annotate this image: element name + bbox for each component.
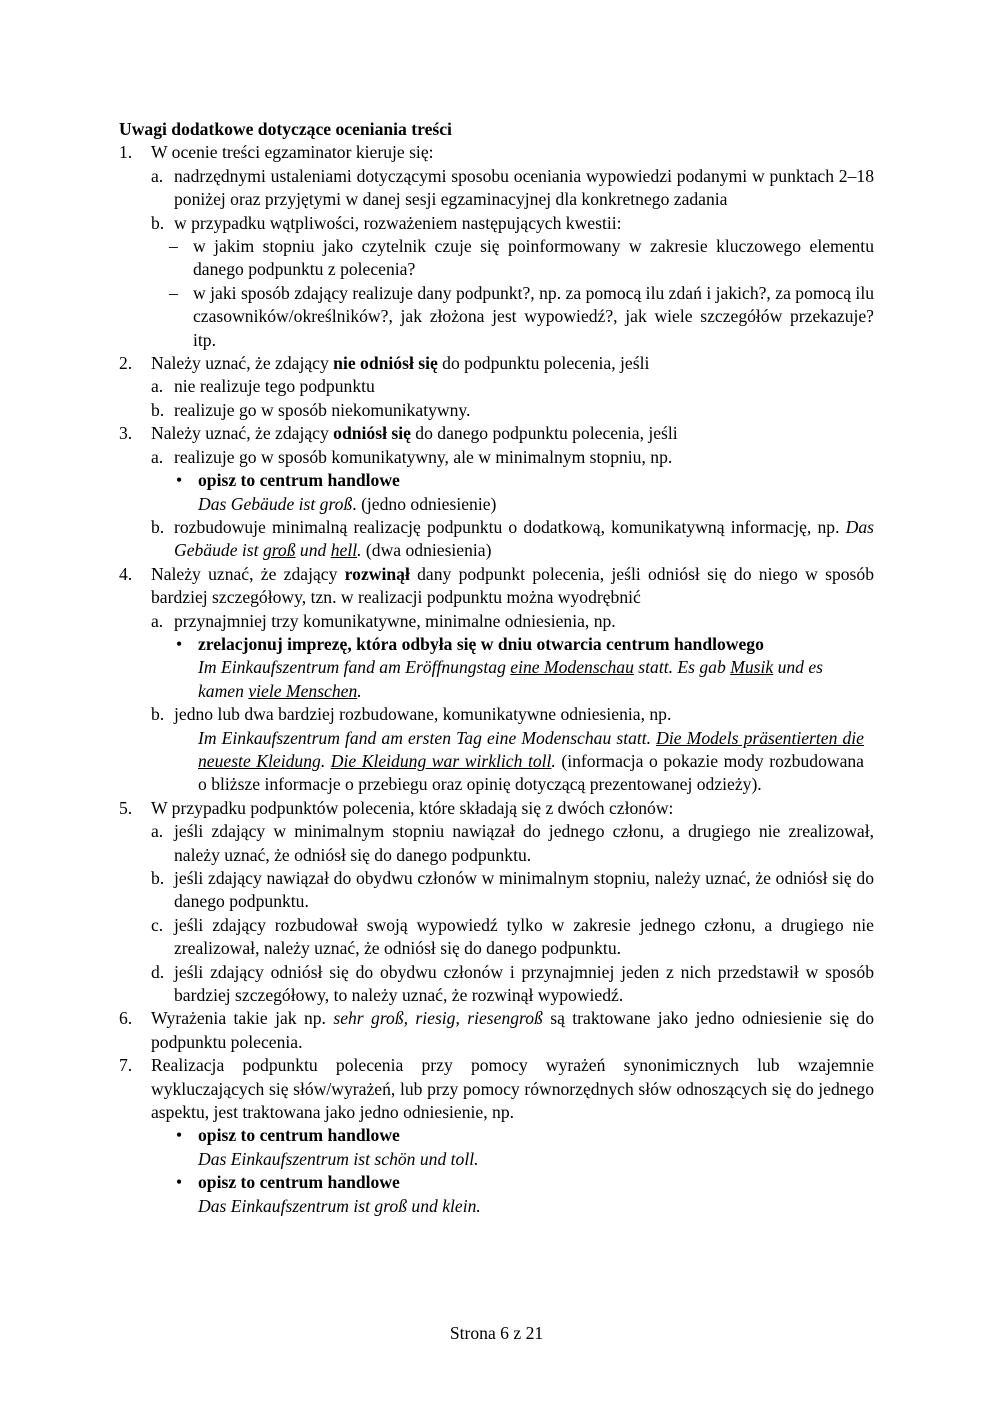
dash-item <box>165 282 874 352</box>
sub-item-1a <box>151 165 874 212</box>
item-text-pre: Należy uznać, że zdający <box>151 353 334 374</box>
example-text: Das Gebäude ist groß. (jedno odniesienie) <box>198 493 497 514</box>
sub-item-label: a. <box>151 376 164 397</box>
example-text: Im Einkaufszentrum fand am Eröffnungstag eine Modenschau statt. Es gab Musik und es kamen viele Menschen. <box>198 657 824 701</box>
sub-item-3b: b. rozbudowuje minimalną realizację podpunktu o dodatkową, komunikatywną informację, np. Das Gebäude ist groß und hell. (dwa odniesienia) <box>151 516 874 561</box>
sub-item-label: b. <box>151 399 165 420</box>
item-text: W ocenie treści egzaminator kieruje się: <box>151 142 434 163</box>
sub-item-5b <box>151 867 874 914</box>
dash-item <box>165 235 874 282</box>
list-item-3 <box>119 422 874 445</box>
bullet-item <box>174 469 874 492</box>
item-number: 2. <box>119 353 133 374</box>
sub-item-label: c. <box>151 914 164 935</box>
sub-item-text: realizuje go w sposób niekomunikatywny. <box>174 399 471 420</box>
item-text-post: do danego podpunktu polecenia, jeśli <box>410 423 678 444</box>
bullet-icon: • <box>176 633 183 654</box>
sub-item-label: d. <box>151 961 165 982</box>
item-number: 1. <box>119 142 133 163</box>
dash-icon: – <box>169 282 178 303</box>
bullet-task-text: zrelacjonuj imprezę, która odbyła się w dniu otwarcia centrum handlowego <box>198 633 764 654</box>
list-item-2 <box>119 352 874 375</box>
bullet-icon: • <box>176 1125 183 1146</box>
sub-item-text: przynajmniej trzy komunikatywne, minimalne odniesienia, np. <box>174 610 616 631</box>
sub-item-5d <box>151 961 874 1008</box>
sub-item-3a <box>151 446 874 469</box>
sub-item-text: jedno lub dwa bardziej rozbudowane, komunikatywne odniesienia, np. <box>174 704 672 725</box>
list-item-6: 6. Wyrażenia takie jak np. sehr groß, riesig, riesengroß są traktowane jako jedno odniesienie się do podpunktu polecenia. <box>119 1008 874 1052</box>
item-text: Realizacja podpunktu polecenia przy pomocy wyrażeń synonimicznych lub wzajemnie wykluczających się słów/wyrażeń, lub przy pomocy równorzędnych słów odnoszących się do jednego aspektu, jest traktowana jako jedno odniesienie, np. <box>151 1055 874 1123</box>
example-text: Das Einkaufszentrum ist schön und toll. <box>198 1148 479 1169</box>
sub-item-label: a. <box>151 446 164 467</box>
list-item-5 <box>119 797 874 820</box>
sub-item-text: realizuje go w sposób komunikatywny, ale w minimalnym stopniu, np. <box>174 446 673 467</box>
bullet-icon: • <box>176 470 183 491</box>
bullet-item <box>174 633 874 656</box>
item-number: 4. <box>119 563 133 584</box>
list-item-1 <box>119 141 874 164</box>
item-number: 7. <box>119 1055 133 1076</box>
example-text: Im Einkaufszentrum fand am ersten Tag eine Modenschau statt. Die Models präsentierten die neueste Kleidung. Die Kleidung war wirklich toll. (informacja o pokazie mody rozbudowana o bliższe informacje o przebiegu oraz opinię dotyczącą prezentowanej odzieży). <box>198 727 864 795</box>
sub-item-text: jeśli zdający rozbudował swoją wypowiedź tylko w zakresie jednego członu, a drugiego nie zrealizował, należy uznać, że odniósł się do danego podpunktu. <box>174 914 874 959</box>
item-number: 5. <box>119 797 133 818</box>
item-text-pre: Należy uznać, że zdający <box>151 423 334 444</box>
sub-item-text: nie realizuje tego podpunktu <box>174 376 375 397</box>
sub-item-5c <box>151 914 874 961</box>
item-text-bold: rozwinął <box>344 563 410 584</box>
sub-item-2b <box>151 399 874 422</box>
sub-item-text: w przypadku wątpliwości, rozważeniem następujących kwestii: <box>174 212 622 233</box>
list-item-4: 4. Należy uznać, że zdający rozwinął dany podpunkt polecenia, jeśli odniósł się do niego w sposób bardziej szczegółowy, tzn. w realizacji podpunktu można wyodrębnić <box>119 563 874 608</box>
dash-icon: – <box>169 236 178 257</box>
page-number: Strona 6 z 21 <box>449 1323 544 1343</box>
sub-item-text: nadrzędnymi ustaleniami dotyczącymi sposobu oceniania wypowiedzi podanymi w punktach 2–18 poniżej oraz przyjętymi w danej sesji egzaminacyjnej dla konkretnego zadania <box>174 165 874 210</box>
sub-item-text: jeśli zdający w minimalnym stopniu nawiązał do jednego członu, a drugiego nie zrealizował, należy uznać, że odniósł się do danego podpunktu. <box>174 821 874 865</box>
bullet-task-text: opisz to centrum handlowe <box>198 470 400 491</box>
sub-item-label: b. <box>151 868 165 888</box>
document-content <box>119 118 874 1218</box>
sub-item-text: jeśli zdający odniósł się do obydwu członów i przynajmniej jeden z nich przedstawił w sposób bardziej szczegółowy, to należy uznać, że rozwinął wypowiedź. <box>174 961 874 1006</box>
sub-item-label: a. <box>151 165 164 186</box>
sub-item-label: a. <box>151 821 164 842</box>
sub-item-label: b. <box>151 516 165 537</box>
sub-item-text: jeśli zdający nawiązał do obydwu członów w minimalnym stopniu, należy uznać, że odniósł się do danego podpunktu. <box>174 868 874 912</box>
bullet-item <box>174 1124 874 1147</box>
item-text-bold: nie odniósł się <box>333 353 438 374</box>
sub-item-1b <box>151 212 874 235</box>
sub-item-4b <box>151 703 874 726</box>
bullet-item <box>174 1171 874 1194</box>
sub-item-2a <box>151 375 874 398</box>
dash-item-text: w jakim stopniu jako czytelnik czuje się poinformowany w zakresie kluczowego elementu danego podpunktu z polecenia? <box>193 236 874 280</box>
bullet-task-text: opisz to centrum handlowe <box>198 1125 400 1146</box>
section-heading: Uwagi dodatkowe dotyczące oceniania treści <box>119 119 452 139</box>
sub-item-4a <box>151 610 874 633</box>
bullet-icon: • <box>176 1172 183 1193</box>
example-text: Das Einkaufszentrum ist groß und klein. <box>198 1195 481 1216</box>
sub-item-5a <box>151 820 874 867</box>
sub-item-label: a. <box>151 610 164 631</box>
sub-item-label: b. <box>151 704 165 725</box>
item-text-bold: odniósł się <box>333 423 411 444</box>
item-number: 6. <box>119 1008 133 1029</box>
dash-item-text: w jaki sposób zdający realizuje dany podpunkt?, np. za pomocą ilu zdań i jakich?, za pomocą ilu czasowników/określników?, jak złożona jest wypowiedź?, jak wiele szczegółów przekazuje? itp. <box>193 282 874 350</box>
item-text-post: do podpunktu polecenia, jeśli <box>437 353 650 374</box>
sub-item-label: b. <box>151 212 165 233</box>
item-number: 3. <box>119 423 133 444</box>
item-text: W przypadku podpunktów polecenia, które składają się z dwóch członów: <box>151 797 674 818</box>
bullet-task-text: opisz to centrum handlowe <box>198 1172 400 1193</box>
list-item-7 <box>119 1054 874 1124</box>
